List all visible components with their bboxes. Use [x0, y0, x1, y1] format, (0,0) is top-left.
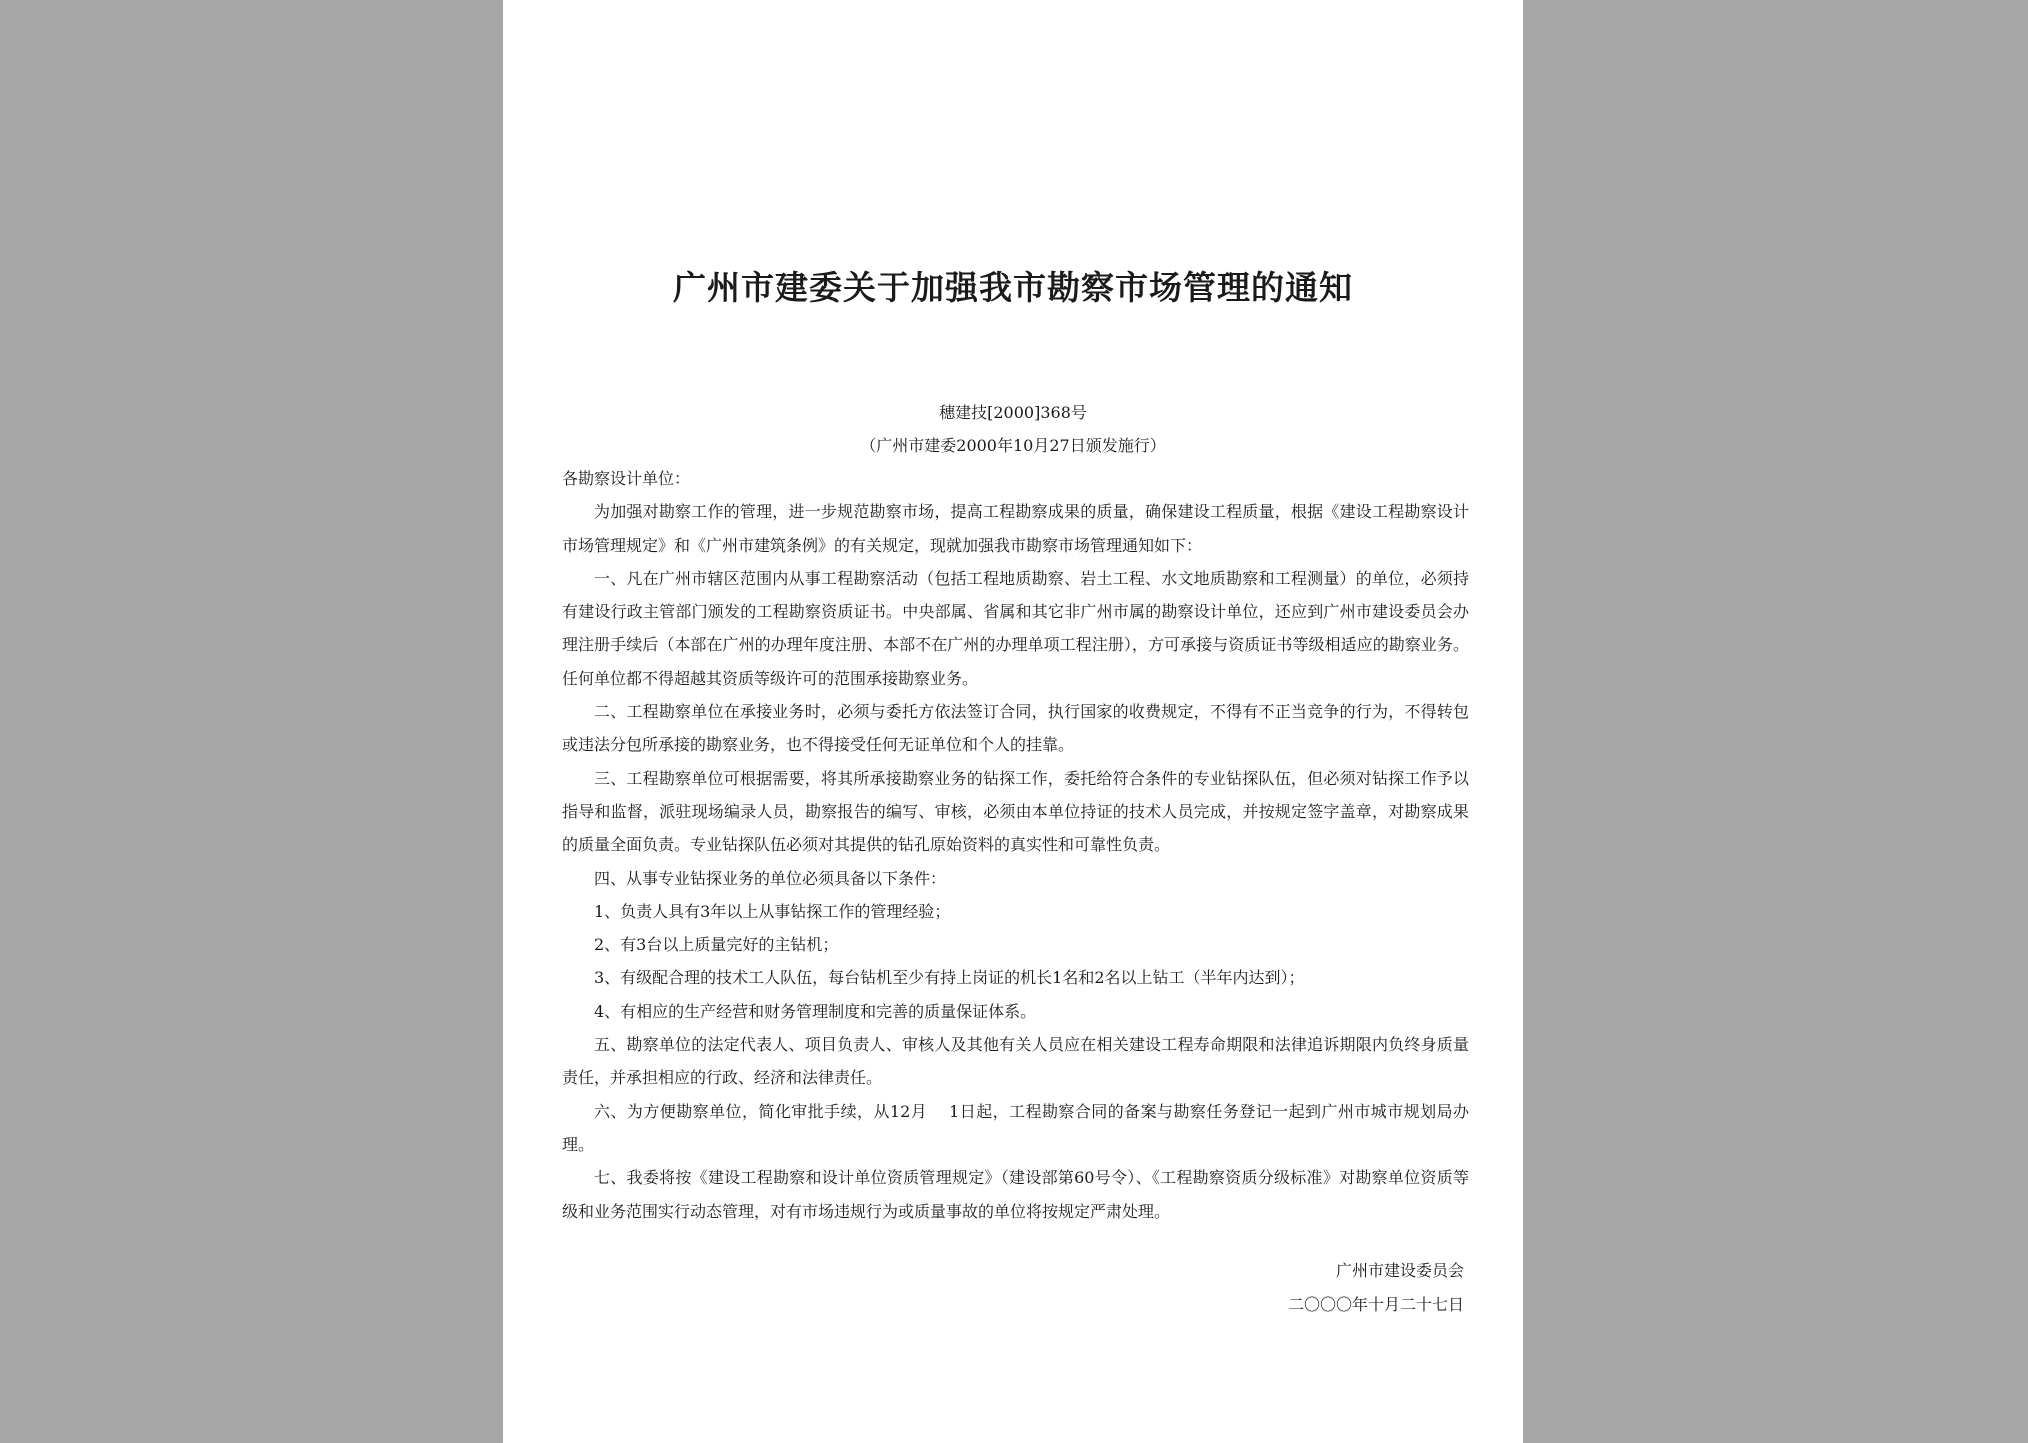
paragraph-item-4: 四、从事专业钻探业务的单位必须具备以下条件： — [594, 868, 947, 888]
sign-date: 二〇〇〇年十月二十七日 — [1287, 1295, 1464, 1314]
document-number: 穗建技[2000]368号 — [939, 403, 1087, 422]
paragraph-item-1: 一、凡在广州市辖区范围内从事工程勘察活动（包括工程地质勘察、岩土工程、水文地质勘察和工程测量）的单位，必须持有建设行政主管部门颁发的工程勘察资质证书。中央部属、省属和其它非广州市属的勘察设计单位，还应到广州市建设委员会办理注册手续后（本部在广州的办理年度注册、本部不在广州的办理单项工程注册），方可承接与资质证书等级相适应的勘察业务。任何单位都不得超越其资质等级许可的范围承接勘察业务。 — [562, 568, 1469, 688]
paragraph-intro: 为加强对勘察工作的管理，进一步规范勘察市场，提高工程勘察成果的质量，确保建设工程质量，根据《建设工程勘察设计市场管理规定》和《广州市建筑条例》的有关规定，现就加强我市勘察市场管理通知如下： — [562, 502, 1469, 555]
condition-4: 4、有相应的生产经营和财务管理制度和完善的质量保证体系。 — [594, 1001, 1037, 1021]
condition-1: 1、负责人具有3年以上从事钻探工作的管理经验； — [594, 901, 951, 921]
signer: 广州市建设委员会 — [1335, 1261, 1464, 1280]
paragraph-item-7: 七、我委将按《建设工程勘察和设计单位资质管理规定》（建设部第60号令）、《工程勘察资质分级标准》对勘察单位资质等级和业务范围实行动态管理，对有市场违规行为或质量事故的单位将按规定严肃处理。 — [562, 1168, 1469, 1221]
paragraph-item-3: 三、工程勘察单位可根据需要，将其所承接勘察业务的钻探工作，委托给符合条件的专业钻探队伍，但必须对钻探工作予以指导和监督，派驻现场编录人员，勘察报告的编写、审核，必须由本单位持证的技术人员完成，并按规定签字盖章，对勘察成果的质量全面负责。专业钻探队伍必须对其提供的钻孔原始资料的真实性和可靠性负责。 — [562, 768, 1469, 855]
paragraph-item-2: 二、工程勘察单位在承接业务时，必须与委托方依法签订合同，执行国家的收费规定，不得有不正当竞争的行为，不得转包或违法分包所承接的勘察业务，也不得接受任何无证单位和个人的挂靠。 — [562, 702, 1469, 755]
condition-2: 2、有3台以上质量完好的主钻机； — [594, 935, 839, 955]
document-title: 广州市建委关于加强我市勘察市场管理的通知 — [673, 268, 1353, 307]
paragraph-item-6: 六、为方便勘察单位，简化审批手续，从12月 1日起，工程勘察合同的备案与勘察任务登记一起到广州市城市规划局办理。 — [562, 1101, 1469, 1154]
condition-3: 3、有级配合理的技术工人队伍，每台钻机至少有持上岗证的机长1名和2名以上钻工（半年内达到）； — [594, 968, 1305, 988]
document-body — [562, 462, 1469, 1228]
document-page — [503, 0, 1523, 1443]
addressee: 各勘察设计单位： — [562, 469, 691, 488]
paragraph-item-5: 五、勘察单位的法定代表人、项目负责人、审核人及其他有关人员应在相关建设工程寿命期限和法律追诉期限内负终身质量责任，并承担相应的行政、经济和法律责任。 — [562, 1035, 1469, 1088]
issued-note: （广州市建委2000年10月27日颁发施行） — [860, 436, 1166, 455]
